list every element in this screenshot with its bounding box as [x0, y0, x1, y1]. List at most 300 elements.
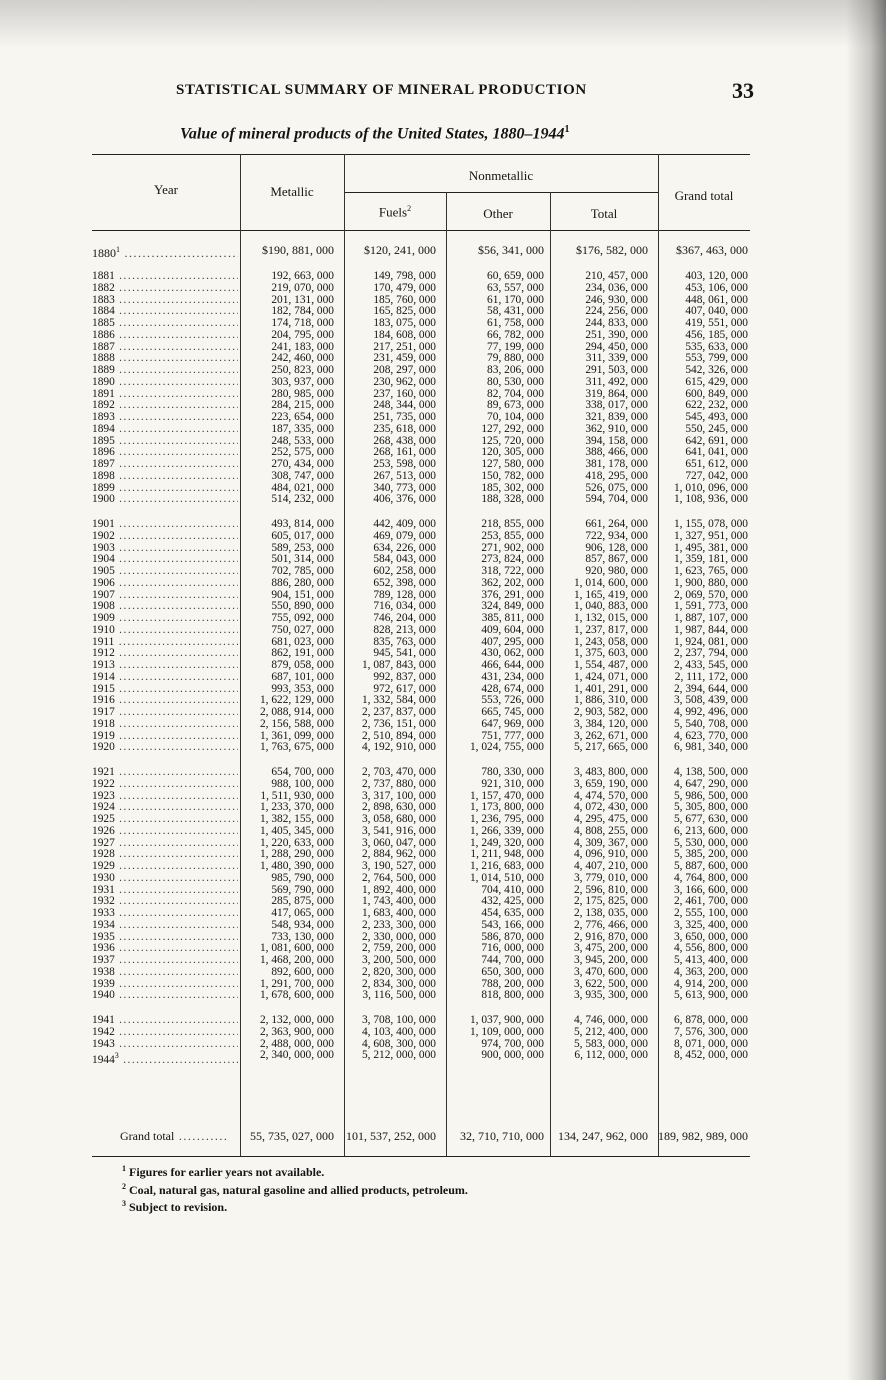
grand-cell: 5, 413, 400, 000 [673, 954, 748, 966]
fuels-cell: 2, 737, 880, 000 [361, 777, 436, 790]
year-value: 1922 [92, 778, 115, 790]
other-cell: 77, 199, 000 [487, 340, 544, 353]
total-cell: 3, 262, 671, 000 [573, 729, 648, 742]
year-value: 1939 [92, 978, 115, 990]
total-cell: 2, 138, 035, 000 [573, 907, 648, 919]
grand-cell: 1, 887, 107, 000 [673, 612, 748, 624]
total-cell: 1, 014, 600, 000 [573, 576, 648, 589]
year-cell [92, 660, 238, 672]
total-cell: 1, 243, 058, 000 [573, 635, 648, 648]
table-body [92, 242, 750, 1067]
year-cell [92, 896, 238, 908]
total-cell: 394, 158, 000 [585, 434, 648, 447]
table-title-note: 1 [564, 124, 570, 135]
other-cell: 431, 234, 000 [481, 670, 544, 683]
other-cell: 647, 969, 000 [481, 717, 544, 730]
header-fuels-label: Fuels [378, 204, 408, 220]
table-row [92, 566, 750, 578]
total-cell: 246, 930, 000 [585, 293, 648, 306]
other-cell: 553, 726, 000 [481, 694, 544, 707]
other-cell: 1, 037, 900, 000 [469, 1014, 544, 1026]
metallic-cell: 308, 747, 000 [271, 469, 334, 482]
grand-cell: 542, 326, 000 [685, 364, 748, 376]
fuels-cell: 248, 344, 000 [373, 399, 436, 412]
total-cell: 1, 554, 487, 000 [573, 659, 648, 671]
grand-cell: 5, 540, 708, 000 [673, 717, 748, 730]
fuels-cell: $120, 241, 000 [364, 243, 436, 257]
year-value: 1936 [92, 943, 115, 955]
year-cell [92, 377, 238, 389]
fuels-cell: 469, 079, 000 [373, 529, 436, 542]
footnote-1 [122, 1162, 468, 1180]
year-cell [92, 613, 238, 625]
metallic-cell: 280, 985, 000 [271, 387, 334, 400]
year-value: 1895 [92, 435, 115, 447]
fuels-cell: 2, 736, 151, 000 [361, 717, 436, 730]
grand-cell: 407, 040, 000 [685, 305, 748, 318]
grand-cell: 1, 155, 078, 000 [673, 518, 748, 530]
grand-cell: 1, 623, 765, 000 [673, 565, 748, 577]
metallic-cell: 1, 382, 155, 000 [259, 813, 334, 825]
fuels-cell: 406, 376, 000 [373, 493, 436, 506]
fuels-cell: 3, 708, 100, 000 [361, 1014, 436, 1026]
grand-cell: 1, 010, 096, 000 [673, 481, 748, 494]
other-cell: 428, 674, 000 [481, 682, 544, 695]
total-cell: 388, 466, 000 [585, 446, 648, 459]
year-cell [92, 814, 238, 826]
year-value: 1896 [92, 447, 115, 459]
metallic-cell: 702, 785, 000 [271, 565, 334, 577]
other-cell: 185, 302, 000 [481, 481, 544, 494]
table-row [92, 1049, 750, 1067]
year-value: 1891 [92, 388, 115, 400]
other-cell: 1, 014, 510, 000 [469, 871, 544, 884]
year-cell [92, 436, 238, 448]
year-value: 1905 [92, 566, 115, 577]
grand-total-row [92, 1126, 750, 1146]
other-cell: 1, 266, 339, 000 [469, 824, 544, 837]
year-cell [92, 767, 238, 779]
metallic-cell: 681, 023, 000 [271, 635, 334, 648]
year-cell [92, 637, 238, 649]
total-cell: 1, 165, 419, 000 [573, 588, 648, 601]
total-cell: 1, 424, 071, 000 [573, 670, 648, 683]
year-value: 1920 [92, 742, 115, 754]
grand-cell: 5, 305, 800, 000 [673, 801, 748, 814]
table-row [92, 271, 750, 283]
other-cell: 1, 211, 948, 000 [470, 848, 544, 861]
metallic-cell: 605, 017, 000 [271, 529, 334, 542]
grand-cell: 5, 887, 600, 000 [673, 860, 748, 872]
grand-cell: 3, 650, 000, 000 [673, 930, 748, 943]
grand-cell: 4, 992, 496, 000 [673, 706, 748, 718]
year-value: 1913 [92, 660, 115, 671]
other-cell: 921, 310, 000 [481, 777, 544, 790]
year-value: 1919 [92, 730, 115, 742]
grand-total-fuels: 101, 537, 252, 000 [346, 1129, 436, 1143]
total-cell: 362, 910, 000 [585, 422, 648, 435]
header-bottom-rule [92, 230, 750, 231]
total-cell: 594, 704, 000 [585, 493, 648, 506]
year-cell [92, 967, 238, 979]
footnote-mark: 2 [122, 1181, 126, 1191]
table-row [92, 365, 750, 377]
other-cell: 407, 295, 000 [481, 635, 544, 648]
total-cell: 661, 264, 000 [585, 518, 648, 530]
table-row [92, 742, 750, 754]
footnote-mark: 3 [122, 1199, 126, 1208]
total-cell: 2, 596, 810, 000 [573, 883, 648, 896]
year-cell [92, 625, 238, 637]
table-row [92, 519, 750, 531]
total-cell: 1, 237, 817, 000 [573, 623, 648, 636]
year-cell [92, 554, 238, 566]
year-cell [92, 861, 238, 873]
grand-cell: 622, 232, 000 [685, 399, 748, 412]
total-cell: 311, 492, 000 [585, 375, 648, 388]
metallic-cell: 687, 101, 000 [271, 670, 334, 683]
year-cell [92, 779, 238, 791]
year-cell [92, 932, 238, 944]
year-cell [92, 578, 238, 590]
other-cell: 744, 700, 000 [481, 954, 544, 966]
year-cell [92, 412, 238, 424]
other-cell: 665, 745, 000 [481, 706, 544, 718]
fuels-cell: 3, 116, 500, 000 [362, 989, 436, 1002]
year-value: 1886 [92, 329, 115, 341]
grand-total-total: 134, 247, 962, 000 [558, 1129, 648, 1143]
metallic-cell: 1, 081, 600, 000 [259, 942, 334, 955]
year-note: 1 [116, 245, 120, 254]
other-cell: 1, 173, 800, 000 [469, 801, 544, 814]
year-value: 1923 [92, 790, 115, 802]
year-value: 1932 [92, 896, 115, 908]
year-value: 1941 [92, 1015, 115, 1026]
fuels-cell: 2, 237, 837, 000 [361, 706, 436, 718]
total-cell: 5, 217, 665, 000 [573, 741, 648, 754]
year-cell [92, 519, 238, 531]
fuels-cell: 251, 735, 000 [373, 411, 436, 423]
other-cell: 253, 855, 000 [481, 529, 544, 542]
total-cell: 338, 017, 000 [585, 399, 648, 412]
fuels-cell: 3, 541, 916, 000 [361, 824, 436, 837]
other-cell: 974, 700, 000 [481, 1037, 544, 1050]
grand-cell: 4, 556, 800, 000 [673, 942, 748, 955]
year-value: 1912 [92, 648, 115, 660]
other-cell: 650, 300, 000 [481, 965, 544, 978]
header-other: Other [483, 206, 513, 221]
grand-cell: 4, 623, 770, 000 [673, 729, 748, 742]
other-cell: 543, 166, 000 [481, 918, 544, 931]
year-value: 1898 [92, 470, 115, 482]
year-cell [92, 873, 238, 885]
fuels-cell: 584, 043, 000 [373, 553, 436, 566]
other-cell: 83, 206, 000 [487, 364, 544, 376]
fuels-cell: 1, 892, 400, 000 [361, 883, 436, 896]
metallic-cell: 514, 232, 000 [271, 493, 334, 506]
fuels-cell: 183, 075, 000 [373, 317, 436, 329]
fuels-cell: 4, 192, 910, 000 [361, 741, 436, 754]
footnote-text: Subject to revision. [129, 1200, 228, 1214]
metallic-cell: 252, 575, 000 [271, 446, 334, 459]
table-row [92, 330, 750, 342]
year-value: 1900 [92, 494, 115, 506]
table-row [92, 377, 750, 389]
metallic-cell: 1, 288, 290, 000 [259, 848, 334, 861]
grand-cell: 3, 508, 439, 000 [673, 694, 748, 707]
grand-cell: 8, 071, 000, 000 [673, 1037, 748, 1050]
year-value: 1883 [92, 294, 115, 306]
header-year: Year [154, 182, 178, 197]
grand-total-label: Grand total ..... [120, 1126, 232, 1146]
fuels-cell: 235, 618, 000 [373, 422, 436, 435]
grand-cell: 1, 359, 181, 000 [673, 553, 748, 566]
fuels-cell: 3, 058, 680, 000 [361, 813, 436, 825]
total-cell: 234, 036, 000 [585, 281, 648, 294]
total-cell: 1, 886, 310, 000 [573, 694, 648, 707]
fuels-cell: 2, 703, 470, 000 [361, 766, 436, 778]
year-value: 1906 [92, 577, 115, 589]
year-value: 1916 [92, 695, 115, 707]
total-cell: 291, 503, 000 [585, 364, 648, 376]
year-value: 1943 [92, 1038, 115, 1050]
metallic-cell: 303, 937, 000 [271, 375, 334, 388]
other-cell: 66, 782, 000 [487, 328, 544, 341]
year-cell [92, 365, 238, 377]
page-number: 33 [732, 78, 754, 103]
total-cell: 6, 112, 000, 000 [574, 1049, 648, 1062]
grand-total-other: 32, 710, 710, 000 [460, 1129, 544, 1143]
metallic-cell: 1, 291, 700, 000 [259, 977, 334, 990]
total-cell: 906, 128, 000 [585, 541, 648, 554]
year-cell [92, 943, 238, 955]
total-cell: 244, 833, 000 [585, 317, 648, 329]
grand-cell: 641, 041, 000 [685, 446, 748, 459]
table-row [92, 814, 750, 826]
metallic-cell: 985, 790, 000 [271, 871, 334, 884]
year-value: 1892 [92, 400, 115, 412]
grand-cell: 550, 245, 000 [685, 422, 748, 435]
header-grand-total: Grand total [674, 188, 734, 203]
fuels-cell: 4, 103, 400, 000 [361, 1025, 436, 1038]
grand-cell: 5, 677, 630, 000 [673, 813, 748, 825]
grand-cell: 8, 452, 000, 000 [673, 1049, 748, 1062]
metallic-cell: 174, 718, 000 [271, 317, 334, 329]
total-cell: 2, 175, 825, 000 [573, 895, 648, 908]
grand-cell: 5, 613, 900, 000 [673, 989, 748, 1002]
other-cell: 454, 635, 000 [481, 907, 544, 919]
fuels-cell: 2, 898, 630, 000 [361, 801, 436, 814]
grand-cell: 5, 385, 200, 000 [673, 848, 748, 861]
other-cell: 1, 236, 795, 000 [469, 813, 544, 825]
grand-cell: 6, 878, 000, 000 [673, 1014, 748, 1026]
grand-cell: 642, 691, 000 [685, 434, 748, 447]
metallic-cell: 886, 280, 000 [271, 576, 334, 589]
total-cell: 3, 470, 600, 000 [573, 965, 648, 978]
year-value: 1929 [92, 861, 115, 872]
grand-cell: 1, 108, 936, 000 [673, 493, 748, 506]
grand-cell: 2, 394, 644, 000 [673, 682, 748, 695]
scan-edge-shadow [846, 0, 886, 1380]
metallic-cell: 1, 622, 129, 000 [259, 694, 334, 707]
metallic-cell: 2, 488, 000, 000 [259, 1037, 334, 1050]
grand-cell: 1, 924, 081, 000 [673, 635, 748, 648]
total-cell: 1, 040, 883, 000 [573, 600, 648, 613]
table-row [92, 283, 750, 295]
grand-cell: 6, 213, 600, 000 [673, 824, 748, 837]
metallic-cell: 654, 700, 000 [271, 766, 334, 778]
metallic-cell: 2, 088, 914, 000 [259, 706, 334, 718]
total-cell: 3, 622, 500, 000 [573, 977, 648, 990]
grand-cell: 2, 069, 570, 000 [673, 588, 748, 601]
fuels-cell: 230, 962, 000 [373, 375, 436, 388]
metallic-cell: 988, 100, 000 [271, 777, 334, 790]
year-value: 1889 [92, 365, 115, 376]
year-value: 1881 [92, 271, 115, 282]
other-cell: 586, 870, 000 [481, 930, 544, 943]
year-value: 1918 [92, 718, 115, 730]
year-cell [92, 979, 238, 991]
year-cell [92, 531, 238, 543]
year-cell [92, 908, 238, 920]
year-cell [92, 590, 238, 602]
grand-cell: 1, 591, 773, 000 [673, 600, 748, 613]
header-metallic: Metallic [270, 184, 314, 199]
grand-cell: 5, 986, 500, 000 [673, 789, 748, 802]
metallic-cell: 550, 890, 000 [271, 600, 334, 613]
grand-cell: 456, 185, 000 [685, 328, 748, 341]
metallic-cell: 589, 253, 000 [271, 541, 334, 554]
fuels-cell: 149, 798, 000 [373, 270, 436, 282]
other-cell: 89, 673, 000 [487, 399, 544, 412]
grand-cell: 651, 612, 000 [685, 458, 748, 470]
grand-cell: 535, 633, 000 [685, 340, 748, 353]
other-cell: 432, 425, 000 [481, 895, 544, 908]
year-value: 1924 [92, 802, 115, 814]
table-row [92, 955, 750, 967]
metallic-cell: 1, 220, 633, 000 [259, 836, 334, 849]
total-cell: 2, 916, 870, 000 [573, 930, 648, 943]
total-cell: 4, 309, 367, 000 [573, 836, 648, 849]
other-cell: 127, 580, 000 [481, 458, 544, 470]
year-value: 1885 [92, 318, 115, 329]
fuels-cell: 2, 764, 500, 000 [361, 871, 436, 884]
other-cell: 318, 722, 000 [481, 565, 544, 577]
grand-cell: 2, 111, 172, 000 [674, 670, 748, 683]
metallic-cell: $190, 881, 000 [262, 243, 334, 257]
grand-cell: 1, 987, 844, 000 [673, 623, 748, 636]
fuels-cell: 185, 760, 000 [373, 293, 436, 306]
metallic-cell: 242, 460, 000 [271, 352, 334, 365]
fuels-cell: 602, 258, 000 [373, 565, 436, 577]
grand-total-metallic: 55, 735, 027, 000 [250, 1129, 334, 1143]
year-value: 1904 [92, 554, 115, 566]
other-cell: 1, 024, 755, 000 [469, 741, 544, 754]
year-cell [92, 672, 238, 684]
fuels-cell: 237, 160, 000 [373, 387, 436, 400]
year-value: 1933 [92, 908, 115, 919]
header-fuels [344, 204, 446, 220]
year-value: 1897 [92, 459, 115, 470]
metallic-cell: 993, 353, 000 [271, 682, 334, 695]
other-cell: 70, 104, 000 [487, 411, 544, 423]
total-cell: 1, 401, 291, 000 [573, 682, 648, 695]
metallic-cell: 285, 875, 000 [271, 895, 334, 908]
fuels-cell: 268, 438, 000 [373, 434, 436, 447]
grand-cell: 4, 764, 800, 000 [673, 871, 748, 884]
other-cell: 63, 557, 000 [487, 281, 544, 294]
year-cell [92, 707, 238, 719]
year-cell [92, 1050, 238, 1067]
year-value: 1938 [92, 966, 115, 978]
header-nonmetallic: Nonmetallic [468, 168, 534, 183]
year-value: 1909 [92, 613, 115, 624]
year-value: 1914 [92, 671, 115, 683]
year-cell [92, 424, 238, 436]
total-cell: 224, 256, 000 [585, 305, 648, 318]
table-row [92, 672, 750, 684]
metallic-cell: 733, 130, 000 [271, 930, 334, 943]
table-row [92, 767, 750, 779]
total-cell: 920, 980, 000 [585, 565, 648, 577]
year-cell [92, 566, 238, 578]
table-row [92, 625, 750, 637]
metallic-cell: 270, 434, 000 [271, 458, 334, 470]
fuels-cell: 2, 834, 300, 000 [361, 977, 436, 990]
other-cell: 61, 170, 000 [487, 293, 544, 306]
metallic-cell: 879, 058, 000 [271, 659, 334, 671]
grand-cell: 3, 166, 600, 000 [673, 883, 748, 896]
year-cell [92, 1039, 238, 1051]
total-cell: 3, 475, 200, 000 [573, 942, 648, 955]
header-fuels-note: 2 [407, 204, 412, 213]
total-cell: 1, 132, 015, 000 [573, 612, 648, 624]
other-cell: 60, 659, 000 [487, 270, 544, 282]
other-cell: 1, 216, 683, 000 [469, 860, 544, 872]
year-cell [92, 802, 238, 814]
metallic-cell: 862, 191, 000 [271, 647, 334, 660]
year-cell [92, 295, 238, 307]
fuels-cell: 835, 763, 000 [373, 635, 436, 648]
grand-cell: 545, 493, 000 [685, 411, 748, 423]
other-cell: 780, 330, 000 [481, 766, 544, 778]
grand-cell: $367, 463, 000 [676, 243, 748, 257]
metallic-cell: 1, 480, 390, 000 [259, 860, 334, 872]
fuels-cell: 1, 087, 843, 000 [361, 659, 436, 671]
year-cell [92, 494, 238, 506]
other-cell: 61, 758, 000 [487, 317, 544, 329]
total-cell: 321, 839, 000 [585, 411, 648, 423]
header-total: Total [590, 206, 618, 221]
grand-cell: 2, 237, 794, 000 [673, 647, 748, 660]
fuels-cell: 2, 233, 300, 000 [361, 918, 436, 931]
grand-cell: 6, 981, 340, 000 [673, 741, 748, 754]
year-cell [92, 695, 238, 707]
year-value: 1925 [92, 814, 115, 825]
grand-cell: 4, 647, 290, 000 [673, 777, 748, 790]
metallic-cell: 2, 132, 000, 000 [259, 1014, 334, 1026]
metallic-cell: 892, 600, 000 [271, 965, 334, 978]
year-cell [92, 885, 238, 897]
year-value: 1915 [92, 683, 115, 695]
total-cell: 722, 934, 000 [585, 529, 648, 542]
year-cell [92, 306, 238, 318]
fuels-cell: 828, 213, 000 [373, 623, 436, 636]
total-cell: 3, 935, 300, 000 [573, 989, 648, 1002]
grand-cell: 3, 325, 400, 000 [673, 918, 748, 931]
footnote-text: Figures for earlier years not available. [129, 1165, 325, 1179]
total-cell: 381, 178, 000 [585, 458, 648, 470]
